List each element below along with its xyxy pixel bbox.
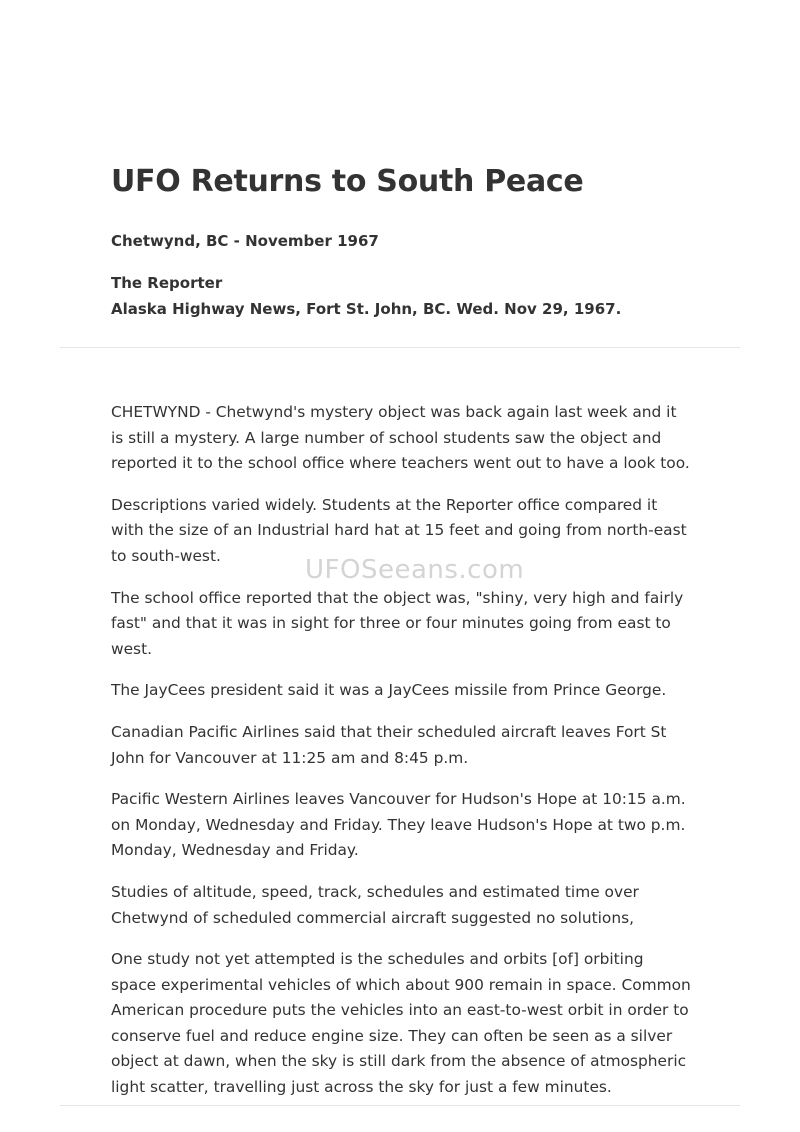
article-header (111, 158, 731, 318)
publication-info (111, 270, 621, 322)
footer-divider (60, 1105, 740, 1106)
source-detail: Alaska Highway News, Fort St. John, BC. Wed. Nov 29, 1967. (111, 300, 622, 318)
paragraph: The JayCees president said it was a JayCees missile from Prince George. (111, 681, 667, 700)
header-divider (60, 347, 740, 348)
source-name: The Reporter (111, 274, 223, 292)
article-body (111, 400, 691, 1117)
article-title: UFO Returns to South Peace (111, 164, 584, 199)
paragraph: Descriptions varied widely. Students at the Reporter office compared it with the size of an Industrial hard hat at 15 feet and going from north-east to south-west. (111, 495, 687, 565)
paragraph: Pacific Western Airlines leaves Vancouver for Hudson's Hope at 10:15 a.m. on Monday, Wednesday and Friday. They leave Hudson's Hope at two p.m. Monday, Wednesday and Friday. (111, 790, 686, 860)
paragraph: The school office reported that the object was, "shiny, very high and fairly fast" and that it was in sight for three or four minutes going from east to west. (111, 588, 684, 658)
watermark: UFOSeeans.com (305, 555, 525, 585)
paragraph: CHETWYND - Chetwynd's mystery object was back again last week and it is still a mystery. A large number of school students saw the object and reported it to the school office where teachers went out to have a look too. (111, 403, 690, 473)
location-date: Chetwynd, BC - November 1967 (111, 232, 379, 250)
paragraph: One study not yet attempted is the schedules and orbits [of] orbiting space experimental vehicles of which about 900 remain in space. Common American procedure puts the vehicles into an east-to-west orbit in order to conserve fuel and reduce engine size. They can often be seen as a silver object at dawn, when the sky is still dark from the absence of atmospheric light scatter, travelling just across the sky for just a few minutes. (111, 950, 691, 1097)
paragraph: Studies of altitude, speed, track, schedules and estimated time over Chetwynd of scheduled commercial aircraft suggested no solutions, (111, 882, 639, 927)
paragraph: Canadian Pacific Airlines said that their scheduled aircraft leaves Fort St John for Vancouver at 11:25 am and 8:45 p.m. (111, 722, 667, 767)
